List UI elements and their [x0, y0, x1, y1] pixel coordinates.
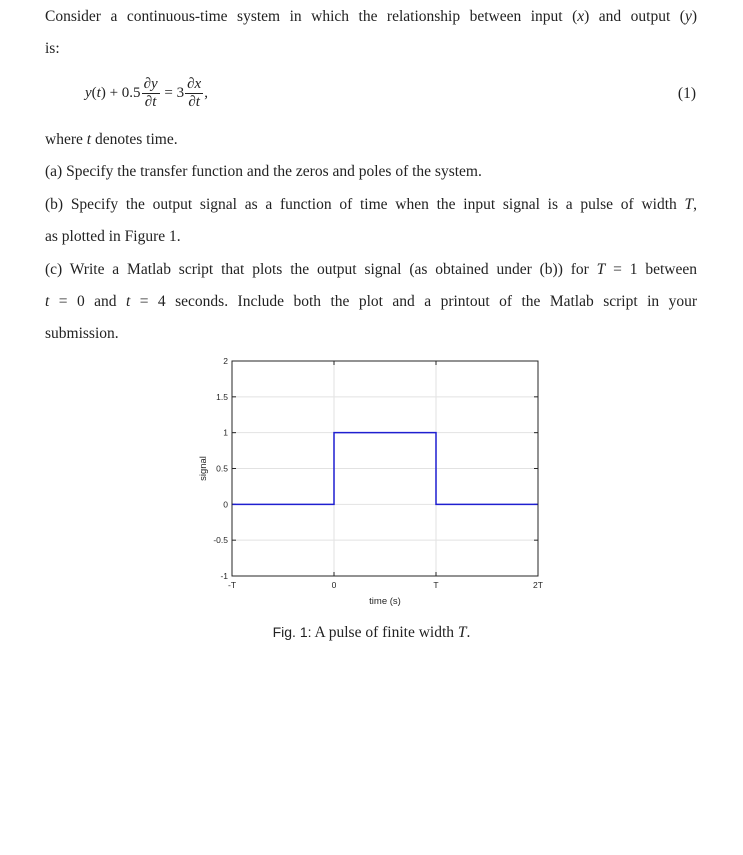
part-b-line1: (b) Specify the output signal as a function of time when the input signal is a pulse of width T,: [45, 196, 697, 213]
y-tick-label-2: 0: [223, 499, 228, 510]
part-a: (a) Specify the transfer function and the zeros and poles of the system.: [45, 163, 482, 180]
figure-1: [190, 352, 560, 617]
part-c-line3: submission.: [45, 325, 119, 342]
y-tick-label-5: 1.5: [216, 391, 228, 402]
x-axis-label: time (s): [369, 596, 401, 607]
y-tick-label-6: 2: [223, 356, 228, 366]
var-x: x: [577, 8, 585, 25]
x-tick-label-3: 2T: [533, 580, 543, 590]
y-axis-label: signal: [198, 456, 209, 481]
var-y: y: [684, 8, 692, 25]
part-c-line2: t = 0 and t = 4 seconds. Include both the plot and a printout of the Matlab script in your: [45, 293, 697, 310]
where-line: where t denotes time.: [45, 131, 178, 148]
y-tick-label-3: 0.5: [216, 463, 228, 474]
x-tick-label-2: T: [433, 580, 439, 590]
y-tick-label-1: -0.5: [213, 535, 228, 546]
y-tick-label-4: 1: [223, 427, 228, 438]
y-tick-label-0: -1: [220, 571, 228, 581]
fraction-dx-dt: $\frac{\partial x}{\partial t}$: [187, 76, 202, 110]
caption-label: Fig. 1:: [272, 624, 312, 640]
figure-caption: Fig. 1: A pulse of finite width T.: [272, 624, 471, 641]
part-b-line2: as plotted in Figure 1.: [45, 228, 181, 245]
equation-body: y(t) + 0.5 $\frac{\partial y}{\partial t}$ = 3 $\frac{\partial x}{\partial t}$ ,: [85, 76, 208, 110]
intro-paragraph-end: is:: [45, 40, 60, 57]
equation-number: (1): [677, 85, 696, 102]
fraction-dy-dt: $\frac{\partial y}{\partial t}$: [143, 76, 158, 110]
x-tick-label-0: -T: [227, 580, 237, 590]
intro-paragraph: Consider a continuous-time system in which the relationship between input (x) and output (y): [45, 8, 697, 25]
x-tick-label-1: 0: [331, 580, 337, 590]
pulse-chart: [190, 352, 560, 617]
equation-1: [85, 76, 700, 116]
part-c-line1: (c) Write a Matlab script that plots the output signal (as obtained under (b)) for T = 1 between: [45, 261, 697, 278]
